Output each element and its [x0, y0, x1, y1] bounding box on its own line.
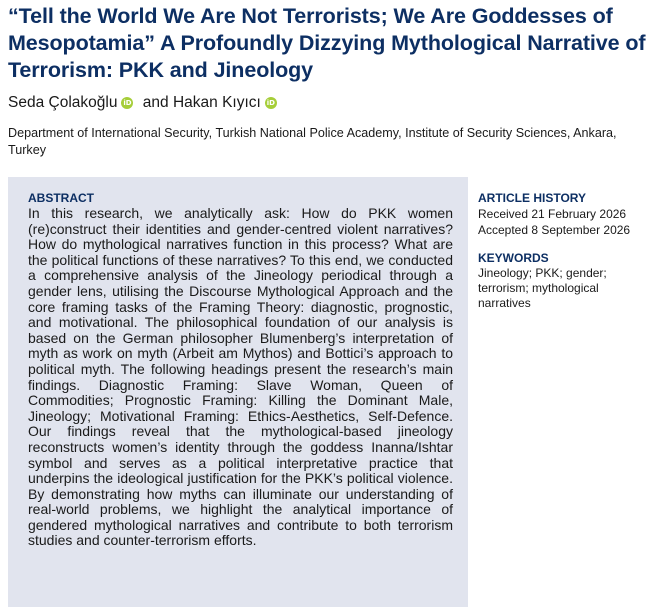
keywords-heading: KEYWORDS — [478, 251, 549, 265]
received-date: Received 21 February 2026 — [478, 207, 627, 221]
author-name[interactable]: Seda Çolakoğlu — [8, 94, 118, 111]
affiliation: Department of International Security, Turkish National Police Academy, Institute of Security Sciences, Ankara, Turkey — [8, 126, 617, 157]
article-title: “Tell the World We Are Not Terrorists; We Are Goddesses of Mesopotamia” A Profoundly Dizzying Mythological Narrative of Terrorism: PKK and Jineology — [8, 4, 646, 82]
accepted-date: Accepted 8 September 2026 — [478, 223, 631, 237]
author-connector: and — [142, 94, 169, 111]
abstract-box — [8, 177, 468, 607]
keywords-list: Jineology; PKK; gender; terrorism; mythological narratives — [478, 266, 607, 310]
author-name[interactable]: Hakan Kıyıcı — [172, 94, 261, 111]
author-line — [8, 93, 282, 113]
abstract-text: In this research, we analytically ask: How do PKK women (re)construct their identities and gender-centred violent narratives? How do mythological narratives function in this process? What are the political functions of these narratives? To this end, we conducted a comprehensive analysis of the Jineology periodical through a gender lens, utilising the Discourse Mythological Approach and the core framing tasks of the Framing Theory: diagnostic, prognostic, and motivational. The philosophical foundation of our analysis is based on the German philosopher Blumenberg’s interpretation of myth as work on myth (Arbeit am Mythos) and Bottici’s approach to political myth. The following headings present the research’s main findings. Diagnostic Framing: Slave Woman, Queen of Commodities; Prognostic Framing: Killing the Dominant Male, Jineology; Motivational Framing: Ethics-Aesthetics, Self-Defence. Our findings reveal that the mythological-based jineology reconstructs women’s identity through the goddess Inanna/Ishtar symbol and serves as a political interpretative practice that underpins the ideological justification for the PKK’s political violence. By demonstrating how myths can illuminate our understanding of real-world problems, we highlight the analytical importance of gendered mythological narratives and contribute to both terrorism studies and counter-terrorism efforts. — [28, 205, 453, 549]
abstract-heading: ABSTRACT — [28, 191, 94, 205]
keywords-section — [478, 251, 658, 311]
article-sidebar — [478, 191, 658, 311]
orcid-icon[interactable]: iD — [123, 99, 132, 107]
article-history-heading: ARTICLE HISTORY — [478, 191, 587, 205]
orcid-icon[interactable]: iD — [266, 99, 275, 107]
